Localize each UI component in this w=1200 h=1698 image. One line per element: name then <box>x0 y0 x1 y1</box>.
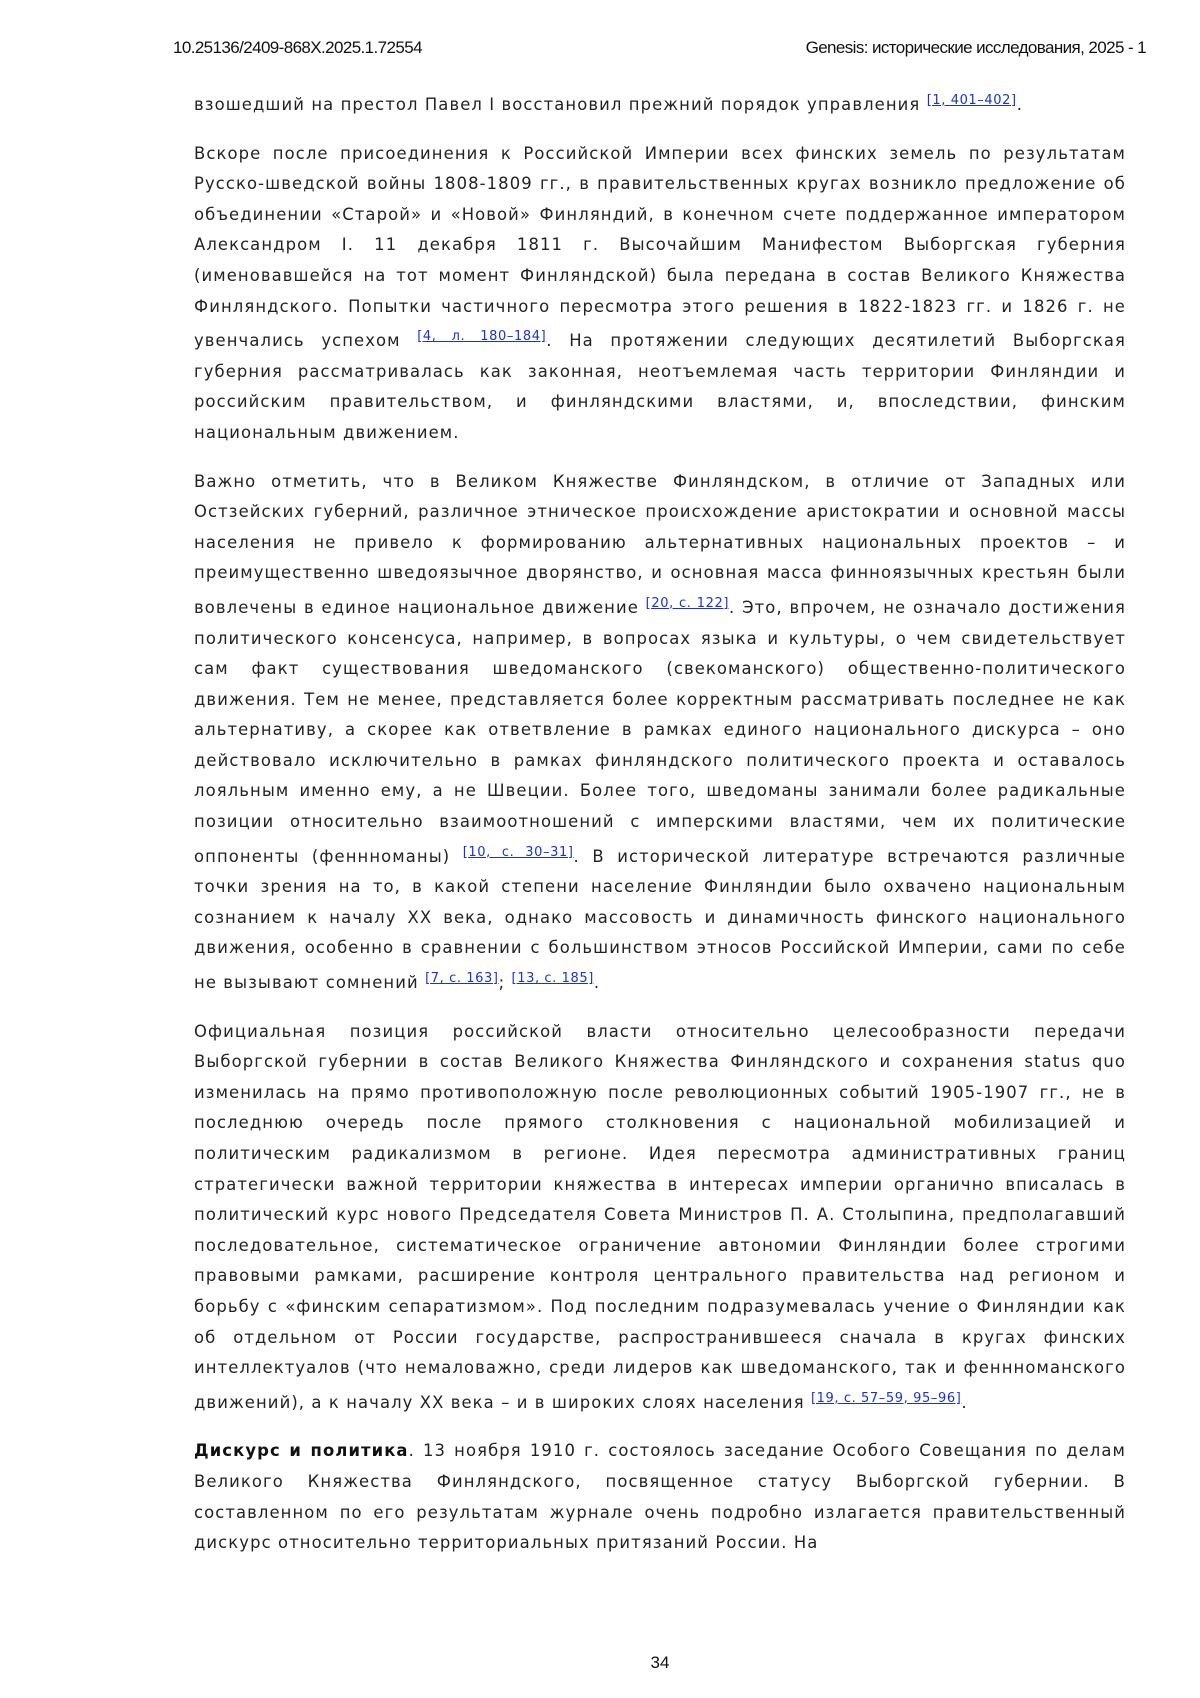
paragraph-1 <box>194 86 1126 121</box>
paragraph-2 <box>194 139 1126 449</box>
paragraph-3 <box>194 467 1126 999</box>
paragraph-5 <box>194 1436 1126 1558</box>
citation-link[interactable]: [1, 401–402] <box>926 93 1017 108</box>
paragraph-text: взошедший на престол Павел I восстановил прежний порядок управления <box>194 95 927 114</box>
paragraph-text: Официальная позиция российской власти относительно целесообразности передачи Выборгской губернии в состав Великого Княжества Финляндского и сохранения status quo изменилась на прямо противоположную после революционных событий 1905-1907 гг., не в последнюю очередь после прямого столкновения с национальной мобилизацией и политическим радикализмом в регионе. Идея пересмотра административных границ стратегически важной территории княжества в интересах империи органично вписалась в политический курс нового Председателя Совета Министров П. А. Столыпина, предполагавший последовательное, систематическое ограничение автономии Финляндии более строгими правовыми рамками, расширение контроля центрального правительства над регионом и борьбу с «финским сепаратизмом». Под последним подразумевалась учение о Финляндии как об отдельном от России государстве, распространившееся сначала в кругах финских интеллектуалов (что немаловажно, среди лидеров как шведоманского, так и феннноманского движений), а к началу XX века – и в широких слоях населения <box>194 1021 1126 1412</box>
citation-link[interactable]: [20, с. 122] <box>645 595 729 611</box>
journal-title: Genesis: исторические исследования, 2025 - 1 <box>805 38 1146 57</box>
paragraph-text: . <box>593 973 601 993</box>
running-header <box>173 38 1146 60</box>
citation-link[interactable]: [7, с. 163] <box>425 971 499 987</box>
article-body <box>194 86 1126 1577</box>
citation-link[interactable]: [13, с. 185] <box>511 971 594 987</box>
citation-link[interactable]: [4, л. 180–184] <box>417 329 547 345</box>
paragraph-text: . <box>1016 95 1024 114</box>
section-heading-inline: Дискурс и политика <box>194 1441 409 1461</box>
citation-link[interactable]: [19, с. 57–59, 95–96] <box>810 1390 962 1406</box>
paragraph-text: ; <box>498 973 512 993</box>
paragraph-4 <box>194 1017 1126 1419</box>
paragraph-text: Вскоре после присоединения к Российской Империи всех финских земель по результатам Русско-шведской войны 1808-1809 гг., в правительственных кругах возникло предложение об объединении «Старой» и «Новой» Финляндий, в конечном счете поддержанное императором Александром I. 11 декабря 1811 г. Высочайшим Манифестом Выборгская губерния (именовавшейся на тот момент Финляндской) была передана в состав Великого Княжества Финляндского. Попытки частичного пересмотра этого решения в 1822-1823 гг. и 1826 г. не увенчались успехом <box>194 143 1126 351</box>
paragraph-text: . На протяжении следующих десятилетий Выборгская губерния рассматривалась как законная, неотъемлемая часть территории Финляндии и российским правительством, и финляндскими властями, и, впоследствии, финским национальным движением. <box>194 331 1126 442</box>
paragraph-text: . 13 ноября 1910 г. состоялось заседание Особого Совещания по делам Великого Княжества Финляндского, посвященное статусу Выборгской губернии. В составленном по его результатам журнале очень подробно излагается правительственный дискурс относительно территориальных притязаний России. На <box>194 1441 1126 1553</box>
paragraph-text: Важно отметить, что в Великом Княжестве Финляндском, в отличие от Западных или Остзейских губерний, различное этническое происхождение аристократии и основной массы населения не привело к формированию альтернативных национальных проектов – и преимущественно шведоязычное дворянство, и основная масса финноязычных крестьян были вовлечены в единое национальное движение <box>194 471 1126 617</box>
citation-link[interactable]: [10, с. 30–31] <box>462 844 574 860</box>
paragraph-text: . <box>961 1392 968 1412</box>
paragraph-text: . В исторической литературе встречаются различные точки зрения на то, в какой степени население Финляндии было охвачено национальным сознанием к началу XX века, однако массовость и динамичность финского национального движения, особенно в сравнении с большинством этносов Российской Империи, сами по себе не вызывают сомнений <box>194 846 1126 993</box>
page-number: 34 <box>650 1653 670 1672</box>
doi-label: 10.25136/2409-868X.2025.1.72554 <box>173 38 422 57</box>
paragraph-text: . Это, впрочем, не означало достижения политического консенсуса, например, в вопросах языка и культуры, о чем свидетельствует сам факт существования шведоманского (свекоманского) общественно-политического движения. Тем не менее, представляется более корректным рассматривать последнее не как альтернативу, а скорее как ответвление в рамках единого национального дискурса – оно действовало исключительно в рамках финляндского политического проекта и оставалось лояльным именно ему, а не Швеции. Более того, шведоманы занимали более радикальные позиции относительно взаимоотношений с имперскими властями, чем их политические оппоненты (феннноманы) <box>194 597 1126 866</box>
